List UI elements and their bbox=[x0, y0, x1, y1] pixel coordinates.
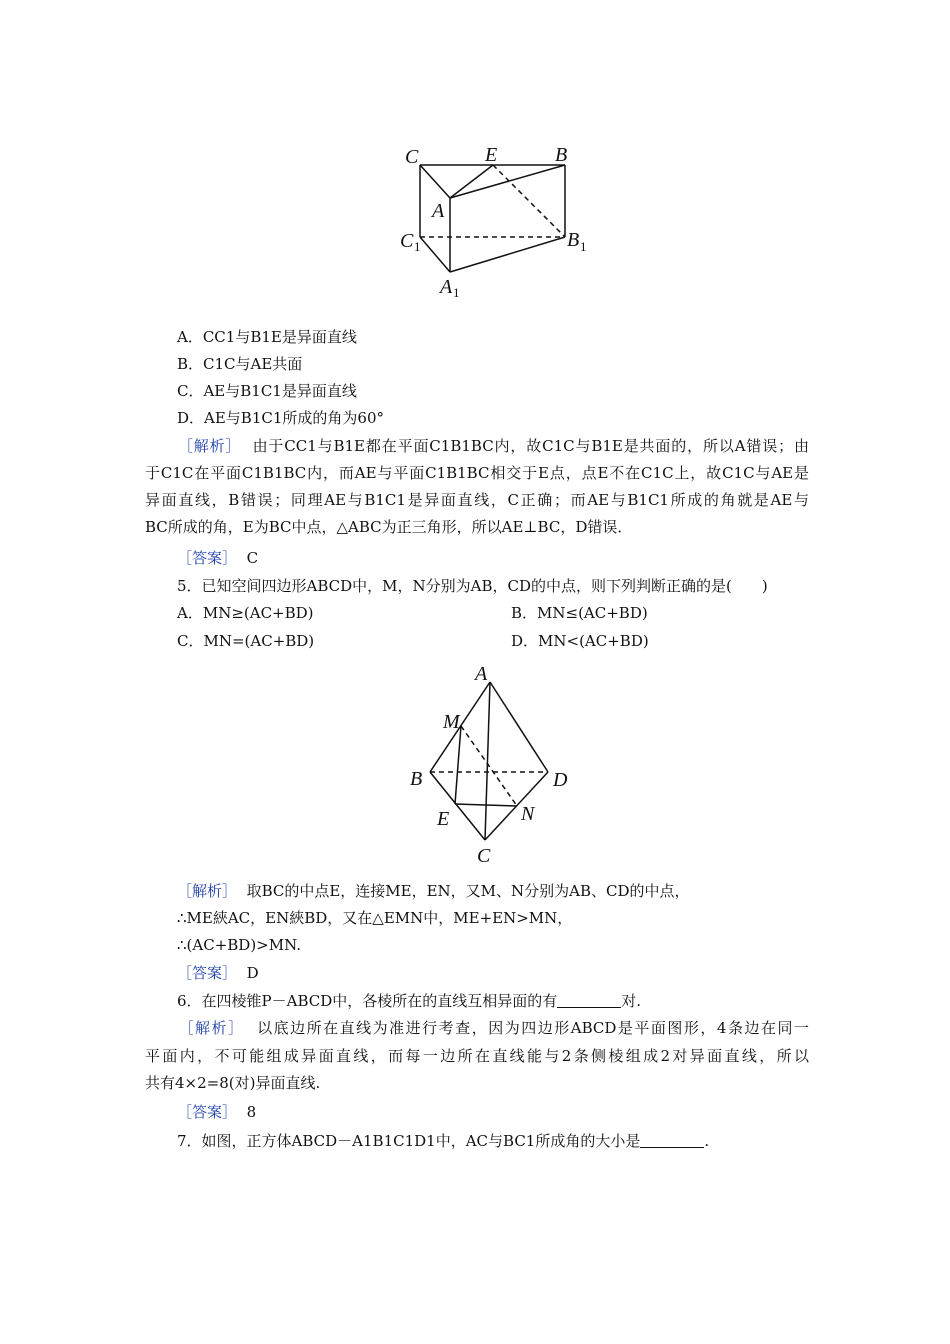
label-E: E bbox=[437, 808, 450, 830]
q5-analysis-line-2: ∴ME綊AC，EN綊BD，又在△EMN中，ME+EN>MN， bbox=[177, 909, 573, 927]
label-B1-sub: 1 bbox=[580, 239, 587, 254]
tetrahedron-figure bbox=[405, 660, 585, 870]
q5-option-d: D．MN<(AC+BD) bbox=[511, 632, 649, 650]
label-B1: B bbox=[567, 229, 580, 251]
q5-option-a: A．MN≥(AC+BD) bbox=[177, 604, 314, 622]
q4-analysis-line-2: 于C1C在平面C1B1BC内，而AE与平面C1B1BC相交于E点，点E不在C1C上，故C1C与AE是 bbox=[145, 464, 809, 482]
q7-answer-blank bbox=[640, 1133, 704, 1148]
label-D: D bbox=[553, 769, 568, 791]
q5-option-c: C．MN=(AC+BD) bbox=[177, 632, 315, 650]
edge-AB bbox=[430, 682, 490, 772]
label-C: C bbox=[477, 845, 491, 867]
label-B: B bbox=[555, 144, 568, 166]
label-N: N bbox=[521, 803, 535, 825]
label-C: C bbox=[405, 146, 419, 168]
q4-option-d: D．AE与B1C1所成的角为60° bbox=[177, 409, 384, 427]
q6-answer bbox=[177, 1101, 256, 1125]
label-C1: C bbox=[400, 230, 414, 252]
q4-answer-tag: ［答案］ bbox=[177, 549, 238, 567]
segment-AE bbox=[450, 165, 493, 198]
label-A1-sub: 1 bbox=[453, 285, 460, 300]
q6-analysis-line-3: 共有4×2=8(对)异面直线. bbox=[145, 1074, 321, 1092]
tetrahedron-diagram bbox=[405, 660, 585, 870]
q4-analysis-line-4: BC所成的角，E为BC中点，△ABC为正三角形，所以AE⊥BC，D错误． bbox=[145, 518, 633, 536]
label-E: E bbox=[485, 144, 498, 166]
q4-option-b: B．C1C与AE共面 bbox=[177, 355, 303, 373]
q4-answer-value: C bbox=[246, 549, 259, 567]
prism-figure bbox=[395, 140, 595, 300]
q4-answer bbox=[177, 547, 258, 571]
q5-analysis-text-1: 取BC的中点E，连接ME，EN，又M、N分别为AB、CD的中点， bbox=[246, 882, 690, 900]
q7-stem-end: . bbox=[704, 1132, 710, 1150]
q4-analysis-line-1 bbox=[145, 435, 809, 459]
q4-option-a: A．CC1与B1E是异面直线 bbox=[177, 328, 357, 346]
q5-answer-tag: ［答案］ bbox=[177, 964, 238, 982]
q6-analysis-text-1: 以底边所在直线为准进行考查，因为四边形ABCD是平面图形，4条边在同一 bbox=[257, 1019, 809, 1037]
q6-analysis-line-1 bbox=[145, 1017, 809, 1041]
q5-answer-value: D bbox=[246, 964, 259, 982]
label-A: A bbox=[432, 200, 445, 222]
edge-CA bbox=[420, 165, 450, 198]
q6-analysis-tag: ［解析］ bbox=[177, 1019, 245, 1037]
q5-stem: 5．已知空间四边形ABCD中，M，N分别为AB，CD的中点，则下列判断正确的是( ) bbox=[177, 577, 768, 595]
q5-option-b: B．MN≤(AC+BD) bbox=[511, 604, 648, 622]
q4-analysis-line-3: 异面直线，B错误；同理AE与B1C1是异面直线，C正确；而AE与B1C1所成的角就是AE与 bbox=[145, 491, 809, 509]
q6-analysis-line-2: 平面内，不可能组成异面直线，而每一边所在直线能与2条侧棱组成2对异面直线，所以 bbox=[145, 1047, 809, 1065]
q6-stem-text: 6．在四棱锥P－ABCD中，各棱所在的直线互相异面的有 bbox=[177, 992, 558, 1010]
edge-AC bbox=[485, 682, 490, 840]
label-C1-sub: 1 bbox=[414, 239, 421, 254]
q7-stem-text: 7．如图，正方体ABCD－A1B1C1D1中，AC与BC1所成角的大小是 bbox=[177, 1132, 641, 1150]
q6-stem-end: 对. bbox=[621, 992, 642, 1010]
hidden-segment-MN bbox=[461, 726, 517, 806]
q5-analysis-tag: ［解析］ bbox=[177, 882, 238, 900]
q6-answer-tag: ［答案］ bbox=[177, 1103, 238, 1121]
q5-analysis-line-3: ∴(AC+BD)>MN. bbox=[177, 936, 302, 954]
q4-option-c: C．AE与B1C1是异面直线 bbox=[177, 382, 357, 400]
q7-stem bbox=[177, 1130, 709, 1154]
edge-C1A1 bbox=[420, 237, 450, 272]
q4-analysis-text-1: 由于CC1与B1E都在平面C1B1BC内，故C1C与B1E是共面的，所以A错误；由 bbox=[252, 437, 809, 455]
q5-answer bbox=[177, 962, 259, 986]
edge-AB bbox=[450, 165, 565, 198]
q6-answer-value: 8 bbox=[246, 1103, 257, 1121]
q4-analysis-tag: ［解析］ bbox=[177, 437, 242, 455]
edge-AD bbox=[490, 682, 548, 772]
q6-answer-blank bbox=[557, 993, 621, 1008]
segment-ME bbox=[455, 726, 461, 804]
q6-stem bbox=[177, 990, 641, 1014]
label-A: A bbox=[475, 663, 488, 685]
prism-diagram bbox=[395, 140, 595, 300]
label-B: B bbox=[410, 768, 423, 790]
edge-A1B1 bbox=[450, 237, 565, 272]
label-M: M bbox=[443, 711, 460, 733]
label-A1: A bbox=[440, 276, 453, 298]
segment-EN bbox=[455, 804, 517, 806]
q5-analysis-line-1 bbox=[177, 880, 690, 904]
